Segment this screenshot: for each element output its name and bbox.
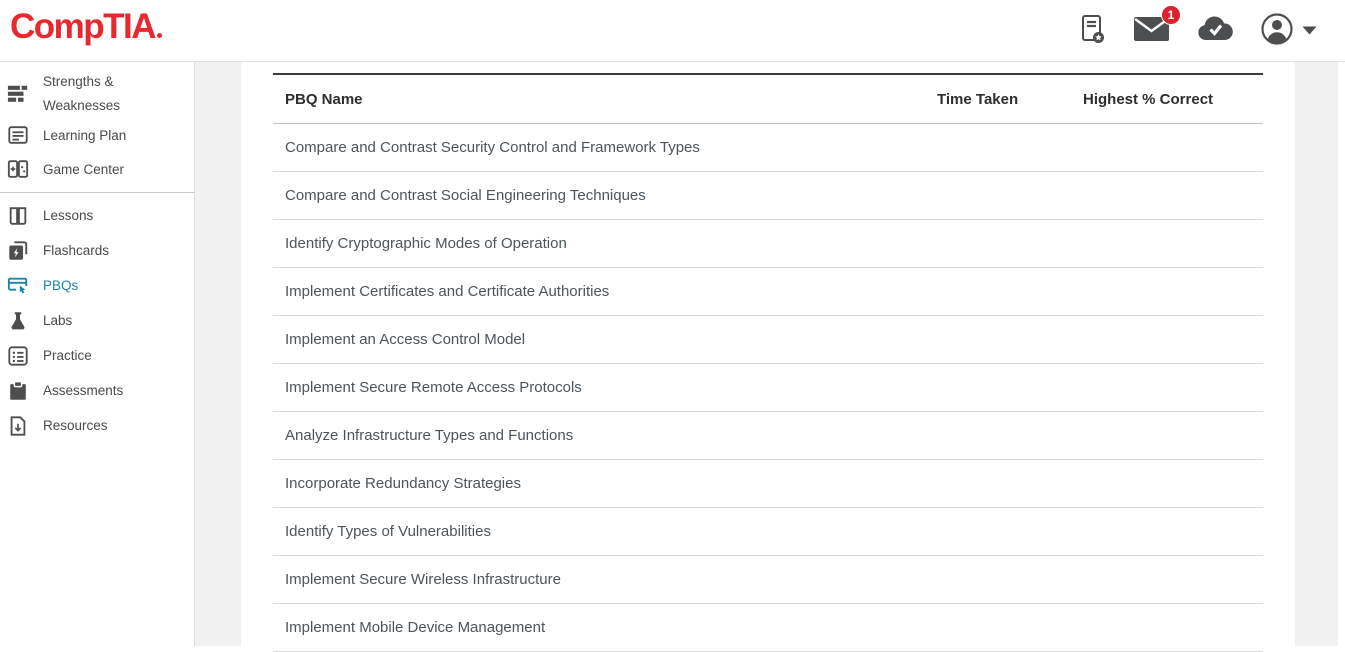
sidebar-item-lessons[interactable] <box>0 198 194 233</box>
table-row[interactable] <box>273 508 1263 556</box>
sidebar-item-label: Practice <box>43 348 92 363</box>
sidebar-divider <box>0 192 194 193</box>
logo-text: CompTIA <box>10 7 155 46</box>
table-row[interactable] <box>273 364 1263 412</box>
table-row[interactable] <box>273 124 1263 172</box>
pbq-name-cell: Compare and Contrast Security Control and Framework Types <box>273 139 937 156</box>
pbq-name-cell: Compare and Contrast Social Engineering Techniques <box>273 187 937 204</box>
resources-icon <box>6 414 30 438</box>
unread-count-badge: 1 <box>1161 5 1181 25</box>
chevron-down-icon <box>1302 22 1317 40</box>
pbq-name-cell: Implement an Access Control Model <box>273 331 937 348</box>
table-row[interactable] <box>273 316 1263 364</box>
lessons-icon <box>6 204 30 228</box>
avatar-icon <box>1260 12 1294 51</box>
pbq-name-cell: Implement Mobile Device Management <box>273 619 937 636</box>
sidebar-nav <box>0 62 195 646</box>
table-row[interactable] <box>273 220 1263 268</box>
column-header-highest-correct: Highest % Correct <box>1083 91 1263 108</box>
labs-icon <box>6 309 30 333</box>
sidebar-item-learning-plan[interactable] <box>0 118 194 152</box>
sync-status-button[interactable] <box>1197 15 1233 47</box>
sidebar-item-label: Assessments <box>43 383 123 398</box>
game-center-icon <box>6 157 30 181</box>
practice-icon <box>6 344 30 368</box>
sidebar-item-practice[interactable] <box>0 338 194 373</box>
sidebar-item-game-center[interactable] <box>0 152 194 186</box>
table-body <box>273 124 1263 652</box>
background-gutter-right <box>1295 62 1338 646</box>
main-content <box>241 62 1295 646</box>
sidebar-item-flashcards[interactable] <box>0 233 194 268</box>
learning-plan-icon <box>6 123 30 147</box>
table-row[interactable] <box>273 172 1263 220</box>
table-row[interactable] <box>273 460 1263 508</box>
sidebar-item-assessments[interactable] <box>0 373 194 408</box>
sidebar-item-label: Flashcards <box>43 243 109 258</box>
pbqs-icon <box>6 274 30 298</box>
table-row[interactable] <box>273 604 1263 652</box>
pbq-name-cell: Identify Cryptographic Modes of Operation <box>273 235 937 252</box>
sidebar-item-pbqs[interactable] <box>0 268 194 303</box>
cloud-check-icon <box>1197 15 1233 47</box>
background-gutter-left <box>195 62 241 646</box>
table-row[interactable] <box>273 412 1263 460</box>
sidebar-item-label: Strengths & Weaknesses <box>43 70 148 118</box>
sidebar-item-label: Lessons <box>43 208 93 223</box>
sidebar-item-label: PBQs <box>43 278 78 293</box>
comptia-logo[interactable] <box>10 7 162 47</box>
user-menu[interactable] <box>1260 12 1317 51</box>
table-row[interactable] <box>273 268 1263 316</box>
sidebar-item-resources[interactable] <box>0 408 194 443</box>
table-row[interactable] <box>273 556 1263 604</box>
sidebar-item-label: Labs <box>43 313 72 328</box>
sidebar-item-strengths-weaknesses[interactable] <box>0 70 194 118</box>
sidebar-item-label: Game Center <box>43 162 124 177</box>
flashcards-icon <box>6 239 30 263</box>
top-header <box>0 0 1345 62</box>
table-header-row <box>273 73 1263 124</box>
sidebar-item-labs[interactable] <box>0 303 194 338</box>
strengths-weaknesses-icon <box>6 82 30 106</box>
assessments-icon <box>6 379 30 403</box>
pbq-name-cell: Implement Certificates and Certificate Authorities <box>273 283 937 300</box>
exam-report-button[interactable] <box>1078 13 1106 50</box>
pbq-name-cell: Identify Types of Vulnerabilities <box>273 523 937 540</box>
sidebar-item-label: Resources <box>43 418 108 433</box>
column-header-time-taken: Time Taken <box>937 91 1083 108</box>
pbq-name-cell: Analyze Infrastructure Types and Functions <box>273 427 937 444</box>
sidebar-item-label: Learning Plan <box>43 128 126 143</box>
pbq-name-cell: Implement Secure Wireless Infrastructure <box>273 571 937 588</box>
document-star-icon <box>1078 13 1106 50</box>
pbq-name-cell: Incorporate Redundancy Strategies <box>273 475 937 492</box>
pbq-table <box>273 73 1263 652</box>
column-header-pbq-name: PBQ Name <box>273 91 937 108</box>
messages-button[interactable] <box>1133 15 1170 48</box>
registered-mark-dot <box>157 33 162 38</box>
pbq-name-cell: Implement Secure Remote Access Protocols <box>273 379 937 396</box>
header-icon-group <box>1078 0 1317 62</box>
